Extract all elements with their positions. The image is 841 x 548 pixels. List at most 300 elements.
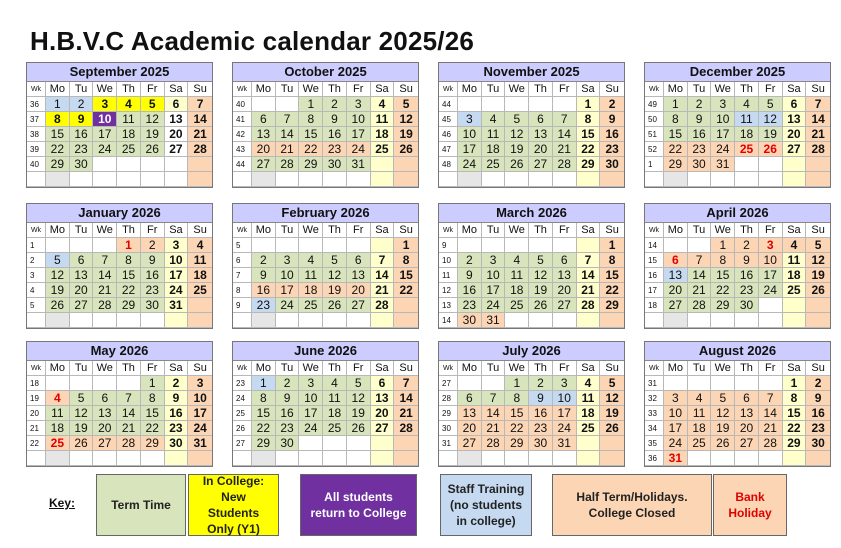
day-cell (664, 238, 688, 253)
day-cell: 3 (482, 253, 506, 268)
day-header: Su (394, 223, 418, 238)
day-cell: 20 (458, 421, 482, 436)
day-cell (299, 436, 323, 451)
day-cell: 23 (600, 142, 624, 157)
day-cell (165, 313, 189, 328)
week-number: 35 (645, 436, 664, 451)
week-number: 27 (439, 376, 458, 391)
day-cell: 12 (70, 406, 94, 421)
day-cell (371, 451, 395, 466)
week-number (233, 313, 252, 328)
day-cell: 18 (688, 421, 712, 436)
day-cell: 21 (188, 127, 212, 142)
day-header: Fr (347, 223, 371, 238)
day-cell: 27 (458, 436, 482, 451)
month-title: April 2026 (645, 204, 830, 223)
week-number: 12 (439, 283, 458, 298)
day-cell (529, 238, 553, 253)
day-cell: 24 (93, 142, 117, 157)
day-header: Th (735, 223, 759, 238)
month-block (232, 203, 419, 329)
day-header: Tu (482, 223, 506, 238)
day-header: Fr (347, 82, 371, 97)
day-cell: 9 (165, 391, 189, 406)
day-header: We (505, 82, 529, 97)
week-number: 5 (27, 298, 46, 313)
day-cell (252, 451, 276, 466)
day-cell (93, 172, 117, 187)
week-number: 34 (645, 421, 664, 436)
week-number: 32 (645, 391, 664, 406)
day-cell (735, 376, 759, 391)
day-cell (93, 376, 117, 391)
day-cell: 27 (93, 436, 117, 451)
day-cell: 2 (70, 97, 94, 112)
day-cell (759, 313, 783, 328)
week-number: 22 (27, 436, 46, 451)
day-cell: 11 (783, 253, 807, 268)
day-cell: 27 (252, 157, 276, 172)
day-header: Mo (46, 361, 70, 376)
day-cell: 29 (664, 157, 688, 172)
day-cell: 5 (529, 253, 553, 268)
day-cell: 11 (299, 268, 323, 283)
day-header: Tu (688, 82, 712, 97)
day-cell: 16 (735, 268, 759, 283)
week-number: 23 (233, 376, 252, 391)
day-cell: 7 (394, 376, 418, 391)
day-cell: 7 (688, 253, 712, 268)
day-cell: 10 (165, 253, 189, 268)
day-cell (347, 172, 371, 187)
day-cell: 15 (783, 406, 807, 421)
key-staff-training: Staff Training (no students in college) (440, 474, 532, 536)
day-cell: 16 (252, 283, 276, 298)
day-cell: 29 (117, 298, 141, 313)
day-cell (529, 97, 553, 112)
day-cell (505, 172, 529, 187)
day-cell (276, 172, 300, 187)
day-cell (276, 451, 300, 466)
week-number: 37 (27, 112, 46, 127)
day-header: Sa (371, 361, 395, 376)
day-cell: 26 (806, 283, 830, 298)
week-number: 42 (233, 127, 252, 142)
day-cell: 5 (70, 391, 94, 406)
day-cell (188, 157, 212, 172)
month-title: August 2026 (645, 342, 830, 361)
day-cell (759, 172, 783, 187)
day-cell: 20 (529, 142, 553, 157)
day-cell: 10 (458, 127, 482, 142)
day-cell: 23 (458, 298, 482, 313)
day-cell (458, 238, 482, 253)
day-cell: 5 (141, 97, 165, 112)
day-cell: 24 (276, 298, 300, 313)
day-cell: 15 (505, 406, 529, 421)
day-cell: 13 (93, 406, 117, 421)
day-cell: 17 (458, 142, 482, 157)
day-cell: 22 (394, 283, 418, 298)
day-cell: 1 (505, 376, 529, 391)
day-cell: 18 (188, 268, 212, 283)
week-number (439, 172, 458, 187)
month-block (438, 203, 625, 329)
day-cell: 22 (505, 421, 529, 436)
day-cell (371, 172, 395, 187)
month-title: May 2026 (27, 342, 212, 361)
day-header: Tu (276, 223, 300, 238)
day-cell: 12 (711, 406, 735, 421)
day-cell (458, 451, 482, 466)
day-cell: 17 (276, 283, 300, 298)
day-cell: 18 (46, 421, 70, 436)
week-number: 52 (645, 142, 664, 157)
month-block (644, 203, 831, 329)
day-cell (505, 451, 529, 466)
day-cell (117, 172, 141, 187)
day-header: Su (600, 223, 624, 238)
day-cell: 17 (553, 406, 577, 421)
day-cell: 5 (600, 376, 624, 391)
month-title: October 2025 (233, 63, 418, 82)
day-cell (806, 313, 830, 328)
month-title: February 2026 (233, 204, 418, 223)
day-header: Su (806, 223, 830, 238)
day-cell (553, 238, 577, 253)
month-block (232, 341, 419, 467)
day-cell: 12 (46, 268, 70, 283)
day-header: Mo (458, 361, 482, 376)
day-cell: 5 (759, 97, 783, 112)
day-cell: 23 (165, 421, 189, 436)
day-cell: 29 (299, 157, 323, 172)
day-header: Su (188, 82, 212, 97)
day-header: Wk (439, 82, 458, 97)
day-header: Wk (645, 82, 664, 97)
month-title: January 2026 (27, 204, 212, 223)
day-cell: 4 (783, 238, 807, 253)
day-cell: 7 (276, 112, 300, 127)
day-cell: 17 (93, 127, 117, 142)
day-cell (165, 172, 189, 187)
day-cell: 20 (165, 127, 189, 142)
day-cell: 14 (577, 268, 601, 283)
day-cell: 9 (252, 268, 276, 283)
day-cell: 18 (505, 283, 529, 298)
day-header: Fr (347, 361, 371, 376)
day-cell (759, 451, 783, 466)
day-cell: 14 (482, 406, 506, 421)
week-number (439, 451, 458, 466)
day-cell: 25 (482, 157, 506, 172)
day-cell: 9 (141, 253, 165, 268)
day-cell: 26 (505, 157, 529, 172)
month-title: September 2025 (27, 63, 212, 82)
day-cell: 19 (70, 421, 94, 436)
day-cell: 29 (600, 298, 624, 313)
week-number: 47 (439, 142, 458, 157)
day-cell: 25 (117, 142, 141, 157)
day-cell (165, 451, 189, 466)
day-cell (759, 376, 783, 391)
day-cell: 29 (505, 436, 529, 451)
day-header: Wk (439, 361, 458, 376)
day-header: Wk (645, 223, 664, 238)
month-title: June 2026 (233, 342, 418, 361)
day-cell: 16 (529, 406, 553, 421)
day-header: Su (188, 223, 212, 238)
day-header: Th (117, 82, 141, 97)
week-number: 50 (645, 112, 664, 127)
day-header: Tu (688, 223, 712, 238)
day-cell: 31 (347, 157, 371, 172)
day-cell: 22 (711, 283, 735, 298)
week-number: 25 (233, 406, 252, 421)
day-cell: 13 (347, 268, 371, 283)
day-header: Th (735, 82, 759, 97)
day-cell: 22 (299, 142, 323, 157)
day-cell: 6 (252, 112, 276, 127)
day-cell: 23 (529, 421, 553, 436)
day-cell: 15 (600, 268, 624, 283)
month-block (644, 341, 831, 467)
day-cell: 16 (688, 127, 712, 142)
day-cell: 3 (347, 97, 371, 112)
day-cell (93, 451, 117, 466)
day-cell: 1 (394, 238, 418, 253)
day-cell (93, 313, 117, 328)
day-cell: 22 (117, 283, 141, 298)
day-cell: 16 (70, 127, 94, 142)
month-block (438, 341, 625, 467)
day-cell: 3 (188, 376, 212, 391)
day-cell: 26 (141, 142, 165, 157)
day-header: Su (394, 82, 418, 97)
week-number: 11 (439, 268, 458, 283)
day-cell: 9 (688, 112, 712, 127)
week-number: 24 (233, 391, 252, 406)
day-cell: 13 (252, 127, 276, 142)
day-cell: 27 (371, 421, 395, 436)
day-cell: 31 (553, 436, 577, 451)
day-cell: 17 (664, 421, 688, 436)
week-number: 14 (439, 313, 458, 328)
day-cell: 28 (117, 436, 141, 451)
day-cell (735, 172, 759, 187)
day-cell: 28 (482, 436, 506, 451)
week-number: 46 (439, 127, 458, 142)
day-cell: 21 (117, 421, 141, 436)
day-cell (141, 172, 165, 187)
day-cell: 24 (299, 421, 323, 436)
week-number: 13 (439, 298, 458, 313)
week-number: 40 (27, 157, 46, 172)
day-cell: 5 (711, 391, 735, 406)
week-number: 51 (645, 127, 664, 142)
day-cell: 24 (458, 157, 482, 172)
day-cell: 14 (806, 112, 830, 127)
week-number: 40 (233, 97, 252, 112)
day-cell (529, 313, 553, 328)
day-header: We (711, 361, 735, 376)
day-cell: 1 (783, 376, 807, 391)
day-cell: 22 (664, 142, 688, 157)
day-cell: 6 (165, 97, 189, 112)
day-cell: 12 (394, 112, 418, 127)
day-cell: 6 (70, 253, 94, 268)
day-cell (553, 172, 577, 187)
day-cell: 22 (577, 142, 601, 157)
day-cell: 28 (688, 298, 712, 313)
day-cell: 20 (70, 283, 94, 298)
day-cell: 20 (783, 127, 807, 142)
day-cell: 16 (276, 406, 300, 421)
week-number: 49 (645, 97, 664, 112)
day-cell: 8 (252, 391, 276, 406)
day-cell: 3 (299, 376, 323, 391)
key-all-return: All students return to College (300, 474, 417, 536)
day-header: Th (323, 82, 347, 97)
day-cell (188, 298, 212, 313)
day-cell (711, 451, 735, 466)
day-cell: 29 (141, 436, 165, 451)
day-cell: 29 (783, 436, 807, 451)
day-header: Wk (233, 361, 252, 376)
day-cell: 27 (664, 298, 688, 313)
day-cell: 23 (806, 421, 830, 436)
day-cell (600, 172, 624, 187)
day-header: Su (600, 361, 624, 376)
day-cell: 25 (783, 283, 807, 298)
day-cell: 11 (688, 406, 712, 421)
day-cell: 30 (323, 157, 347, 172)
day-cell: 24 (165, 283, 189, 298)
day-cell (806, 157, 830, 172)
day-cell: 24 (664, 436, 688, 451)
day-cell (482, 97, 506, 112)
day-cell: 9 (70, 112, 94, 127)
day-cell: 10 (664, 406, 688, 421)
day-cell: 15 (46, 127, 70, 142)
day-cell (688, 238, 712, 253)
day-cell: 18 (482, 142, 506, 157)
key-term: Term Time (96, 474, 186, 536)
week-number: 29 (439, 406, 458, 421)
day-cell: 2 (688, 97, 712, 112)
day-cell: 14 (93, 268, 117, 283)
day-cell: 27 (165, 142, 189, 157)
week-number: 1 (645, 157, 664, 172)
day-cell: 1 (141, 376, 165, 391)
day-cell (299, 238, 323, 253)
day-cell: 20 (252, 142, 276, 157)
day-cell: 19 (323, 283, 347, 298)
day-cell: 5 (323, 253, 347, 268)
day-cell: 26 (323, 298, 347, 313)
day-cell: 13 (735, 406, 759, 421)
day-cell: 7 (482, 391, 506, 406)
day-cell: 20 (371, 406, 395, 421)
week-number: 48 (439, 157, 458, 172)
day-cell: 5 (46, 253, 70, 268)
day-cell (735, 157, 759, 172)
day-cell: 30 (806, 436, 830, 451)
day-cell (600, 451, 624, 466)
day-cell (323, 451, 347, 466)
day-cell: 30 (276, 436, 300, 451)
day-cell: 17 (165, 268, 189, 283)
day-cell (70, 376, 94, 391)
day-cell (482, 172, 506, 187)
day-cell: 13 (371, 391, 395, 406)
month-title: March 2026 (439, 204, 624, 223)
day-cell: 25 (577, 421, 601, 436)
day-cell (553, 451, 577, 466)
week-number (645, 313, 664, 328)
day-header: Fr (759, 361, 783, 376)
day-cell (70, 238, 94, 253)
day-cell: 25 (323, 421, 347, 436)
day-header: We (711, 82, 735, 97)
day-cell: 1 (711, 238, 735, 253)
day-header: Mo (252, 361, 276, 376)
day-cell: 12 (505, 127, 529, 142)
day-header: Th (117, 361, 141, 376)
week-number: 39 (27, 142, 46, 157)
day-cell: 26 (529, 298, 553, 313)
day-header: Th (529, 223, 553, 238)
day-cell (783, 313, 807, 328)
day-cell: 31 (711, 157, 735, 172)
day-cell: 28 (806, 142, 830, 157)
day-cell: 16 (806, 406, 830, 421)
week-number: 15 (645, 253, 664, 268)
day-cell: 12 (141, 112, 165, 127)
day-cell: 1 (117, 238, 141, 253)
day-cell: 17 (759, 268, 783, 283)
day-cell: 11 (371, 112, 395, 127)
day-header: Fr (141, 361, 165, 376)
day-cell: 13 (529, 127, 553, 142)
week-number (645, 172, 664, 187)
day-cell: 19 (759, 127, 783, 142)
day-cell: 16 (141, 268, 165, 283)
day-cell: 8 (664, 112, 688, 127)
day-header: Sa (371, 223, 395, 238)
day-cell: 14 (688, 268, 712, 283)
day-cell: 18 (577, 406, 601, 421)
day-cell (276, 238, 300, 253)
week-number: 1 (27, 238, 46, 253)
day-cell: 16 (165, 406, 189, 421)
day-cell: 22 (783, 421, 807, 436)
day-cell (783, 157, 807, 172)
day-cell: 17 (482, 283, 506, 298)
day-cell: 14 (371, 268, 395, 283)
day-cell: 11 (117, 112, 141, 127)
day-cell: 31 (664, 451, 688, 466)
day-cell: 12 (759, 112, 783, 127)
day-cell: 14 (188, 112, 212, 127)
month-block (232, 62, 419, 188)
day-cell: 21 (806, 127, 830, 142)
day-cell: 27 (70, 298, 94, 313)
day-cell (711, 376, 735, 391)
day-cell: 9 (600, 112, 624, 127)
day-cell: 19 (505, 142, 529, 157)
day-cell (688, 172, 712, 187)
